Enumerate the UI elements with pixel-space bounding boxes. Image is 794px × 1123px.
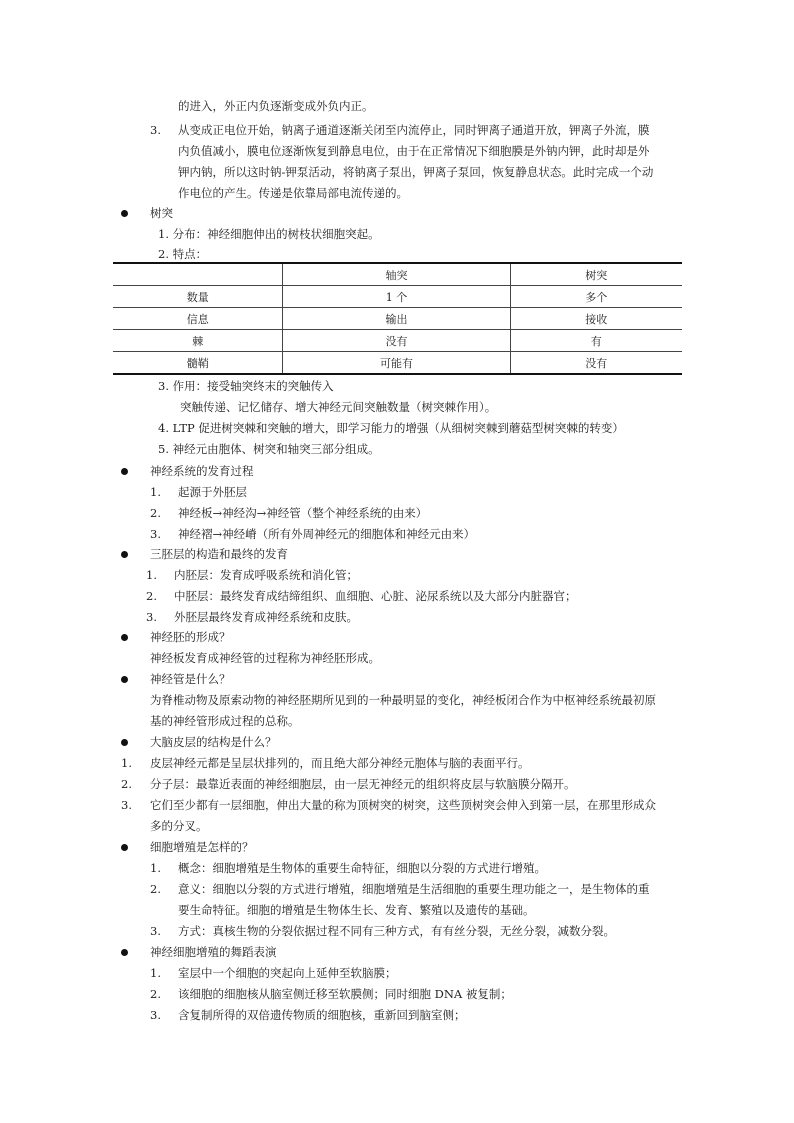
list-item: 2. 特点： <box>158 247 208 261</box>
section-heading: 大脑皮层的结构是什么？ <box>150 735 277 749</box>
para-text: 为脊椎动物及原索动物的神经胚期所见到的一种最明显的变化，神经板闭合作为中枢神经系统最初原 <box>150 693 656 707</box>
list-item: 突触传递、记忆储存、增大神经元间突触数量（树突棘作用）。 <box>180 400 497 414</box>
table-cell: 没有 <box>283 330 510 352</box>
list-number: 1. <box>150 966 161 980</box>
list-item: 5. 神经元由胞体、树突和轴突三部分组成。 <box>158 442 380 456</box>
list-number: 1. <box>121 756 132 770</box>
list-number: 2. <box>150 506 161 520</box>
list-item: 1. 分布：神经细胞伸出的树枝状细胞突起。 <box>158 227 380 241</box>
list-number: 2. <box>150 882 161 896</box>
list-item: 意义：细胞以分裂的方式进行增殖，细胞增殖是生活细胞的重要生理功能之一，是生物体的重 <box>178 882 650 896</box>
para-text: 基的神经管形成过程的总称。 <box>150 714 300 728</box>
table-cell: 有 <box>510 330 682 352</box>
table-header-cell <box>113 263 283 286</box>
list-number: 2. <box>146 589 157 603</box>
para-text: 钾内钠，所以这时钠-钾泵活动，将钠离子泵出，钾离子泵回，恢复静息状态。此时完成一个动 <box>178 165 654 179</box>
bullet-icon <box>121 210 128 217</box>
list-item: 4. LTP 促进树突棘和突触的增大，即学习能力的增强（从细树突棘到蘑菇型树突棘的转变） <box>158 421 624 435</box>
list-item: 外胚层最终发育成神经系统和皮肤。 <box>174 610 358 624</box>
table-cell: 可能有 <box>283 352 510 375</box>
para-text: 从变成正电位开始，钠离子通道逐渐关闭至内流停止，同时钾离子通道开放，钾离子外流，膜 <box>178 123 650 137</box>
list-item: 室层中一个细胞的突起向上延伸至软脑膜； <box>178 966 397 980</box>
table-cell: 接收 <box>510 308 682 330</box>
list-number: 3. <box>150 924 161 938</box>
list-item: 神经褶→神经嵴（所有外周神经元的细胞体和神经元由来） <box>178 527 476 541</box>
list-item: 该细胞的细胞核从脑室侧迁移至软膜侧；同时细胞 DNA 被复制； <box>178 987 512 1001</box>
list-item: 内胚层：发育成呼吸系统和消化管； <box>174 568 358 582</box>
section-heading: 神经细胞增殖的舞蹈表演 <box>150 945 277 959</box>
list-number: 3. <box>150 123 161 137</box>
list-item: 含复制所得的双倍遗传物质的细胞核，重新回到脑室侧； <box>178 1008 466 1022</box>
table-cell: 输出 <box>283 308 510 330</box>
table-row <box>113 308 682 330</box>
list-item: 方式：真核生物的分裂依据过程不同有三种方式，有有丝分裂，无丝分裂，减数分裂。 <box>178 924 615 938</box>
list-item: 要生命特征。细胞的增殖是生物体生长、发育、繁殖以及遗传的基础。 <box>178 903 535 917</box>
para-text: 作电位的产生。传递是依靠局部电流传递的。 <box>178 186 408 200</box>
table-cell: 没有 <box>510 352 682 375</box>
list-item: 3. 作用：接受轴突终末的突触传入 <box>158 379 334 393</box>
bullet-icon <box>121 551 128 558</box>
list-item: 它们至少都有一层细胞，伸出大量的称为顶树突的树突，这些顶树突会伸入到第一层，在那里形成众 <box>150 798 656 812</box>
list-number: 1. <box>150 485 161 499</box>
section-heading: 神经胚的形成？ <box>150 630 231 644</box>
list-number: 1. <box>146 568 157 582</box>
table-cell: 1 个 <box>283 286 510 308</box>
list-number: 3. <box>150 1008 161 1022</box>
list-item: 分子层：最靠近表面的神经细胞层，由一层无神经元的组织将皮层与软脑膜分隔开。 <box>150 777 576 791</box>
list-item: 概念：细胞增殖是生物体的重要生命特征，细胞以分裂的方式进行增殖。 <box>178 861 546 875</box>
table-cell: 多个 <box>510 286 682 308</box>
list-number: 3. <box>146 610 157 624</box>
table-cell: 数量 <box>113 286 283 308</box>
table-row <box>113 286 682 308</box>
bullet-icon <box>121 949 128 956</box>
section-heading: 三胚层的构造和最终的发育 <box>150 547 288 561</box>
table-row <box>113 330 682 352</box>
list-item: 皮层神经元都是呈层状排列的，而且绝大部分神经元胞体与脑的表面平行。 <box>150 756 530 770</box>
axon-dendrite-table <box>113 262 682 375</box>
bullet-icon <box>121 739 128 746</box>
list-item: 多的分叉。 <box>150 819 208 833</box>
table-header-row <box>113 263 682 286</box>
list-number: 3. <box>150 527 161 541</box>
bullet-icon <box>121 634 128 641</box>
list-number: 2. <box>150 987 161 1001</box>
table-row <box>113 352 682 375</box>
para-text: 神经板发育成神经管的过程称为神经胚形成。 <box>150 651 380 665</box>
table-cell: 棘 <box>113 330 283 352</box>
list-number: 1. <box>150 861 161 875</box>
bullet-icon <box>121 468 128 475</box>
list-item: 中胚层：最终发育成结缔组织、血细胞、心脏、泌尿系统以及大部分内脏器官； <box>174 589 577 603</box>
list-item: 神经板→神经沟→神经管（整个神经系统的由来） <box>178 506 428 520</box>
list-number: 3. <box>121 798 132 812</box>
para-text: 的进入，外正内负逐渐变成外负内正。 <box>178 99 374 113</box>
bullet-icon <box>121 844 128 851</box>
section-heading: 神经管是什么？ <box>150 672 231 686</box>
list-item: 起源于外胚层 <box>178 485 247 499</box>
table-cell: 信息 <box>113 308 283 330</box>
table-cell: 髓鞘 <box>113 352 283 375</box>
section-heading: 树突 <box>150 206 173 220</box>
section-heading: 神经系统的发育过程 <box>150 464 254 478</box>
table-header-cell: 轴突 <box>283 263 510 286</box>
para-text: 内负值减小，膜电位逐渐恢复到静息电位，由于在正常情况下细胞膜是外钠内钾，此时却是外 <box>178 144 650 158</box>
list-number: 2. <box>121 777 132 791</box>
section-heading: 细胞增殖是怎样的？ <box>150 840 254 854</box>
bullet-icon <box>121 676 128 683</box>
table-header-cell: 树突 <box>510 263 682 286</box>
